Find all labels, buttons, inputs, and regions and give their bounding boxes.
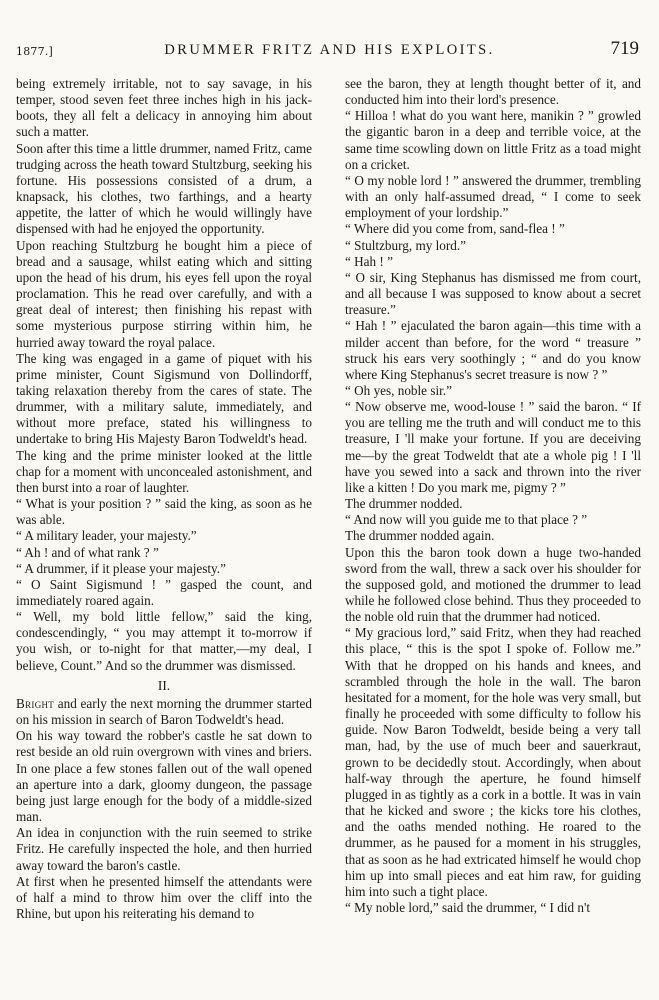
paragraph: Upon reaching Stultzburg he bought him a piece of bread and a sausage, whilst eating which and sitting upon the head of his drum, his eyes fell upon the royal proclamation. This he read over carefully, and with a great deal of interest; then finishing his repast with some mysterious purpose stirring within him, he hurried away toward the royal palace. — [16, 237, 312, 350]
left-column — [16, 76, 312, 1000]
paragraph: “ Hilloa ! what do you want here, manikin ? ” growled the gigantic baron in a deep and terrible voice, at the same time scowling down on little Fritz as a toad might on a cricket. — [345, 108, 641, 172]
paragraph: “ A drummer, if it please your majesty.” — [16, 560, 226, 576]
paragraph: “ Ah ! and of what rank ? ” — [16, 544, 159, 560]
paragraph: “ What is your position ? ” said the king, as soon as he was able. — [16, 496, 312, 528]
section-heading: II. — [157, 677, 171, 693]
section-opening-paragraph — [16, 696, 312, 728]
page-number: 719 — [610, 38, 639, 59]
paragraph: “ Stultzburg, my lord.” — [345, 237, 466, 253]
paragraph: The drummer nodded again. — [345, 528, 495, 544]
opening-text: and early the next morning the drummer started on his mission in search of Baron Todweldt's head. — [16, 695, 312, 728]
paragraph: “ O Saint Sigismund ! ” gasped the count, and immediately roared again. — [16, 576, 312, 608]
paragraph: “ Now observe me, wood-louse ! ” said the baron. “ If you are telling me the truth and will conduct me to this treasure, I 'll make your fortune. If you are deceiving me—by the great Todweldt that ate a whole pig ! I 'll have you sewed into a sack and thrown into the river like a kitten ! Do you mark me, pigmy ? ” — [345, 399, 641, 495]
paragraph: “ O my noble lord ! ” answered the drummer, trembling with an only half-assumed dread, “ I come to seek employment of your lordship.” — [345, 172, 641, 221]
paragraph: being extremely irritable, not to say savage, in his temper, stood seven feet three inches high in his jack-boots, they all felt a delicacy in annoying him about such a matter. — [16, 76, 312, 140]
paragraph: “ My gracious lord,” said Fritz, when they had reached this place, “ this is the spot I spoke of. Follow me.” With that he dropped on his hands and knees, and scrambled through the hole in the wall. The baron hesitated for a moment, for the hole was very small, but finally he proceeded with some difficulty to follow his guide. Now Baron Todweldt, beside being a very tall man, had, by the use of much beer and sauerkraut, grown to be decidedly stout. Accordingly, when about half-way through the aperture, he found himself plugged in as tightly as a cork in a bottle. It was in vain that he kicked and swore ; the kicks tore his clothes, and the oaths mended nothing. He roared to the drummer, as he paused for a moment in his struggles, that as soon as he had extricated himself he would chop him up into small pieces and eat him raw, for guiding him into such a tight place. — [345, 625, 641, 899]
header-title: DRUMMER FRITZ AND HIS EXPLOITS. — [164, 42, 495, 58]
paragraph: “ Hah ! ” — [345, 253, 393, 269]
paragraph: “ A military leader, your majesty.” — [16, 528, 197, 544]
paragraph: An idea in conjunction with the ruin seemed to strike Fritz. He carefully inspected the hole, and then hurried away toward the baron's castle. — [16, 825, 312, 873]
header-year: 1877.] — [16, 45, 53, 58]
paragraph: The king was engaged in a game of piquet with his prime minister, Count Sigismund von Dollindorff, taking relaxation thereby from the cares of state. The drummer, with a military salute, immediately, and without more preface, stated his willingness to undertake to bring His Majesty Baron Todweldt's head. — [16, 350, 312, 447]
paragraph: “ Where did you come from, sand-flea ! ” — [345, 221, 565, 237]
right-column — [345, 76, 641, 1000]
paragraph: At first when he presented himself the attendants were of half a mind to throw him over the cliff into the Rhine, but upon his reiterating his demand to — [16, 873, 312, 921]
paragraph: “ And now will you guide me to that place ? ” — [345, 512, 588, 528]
paragraph: “ O sir, King Stephanus has dismissed me from court, and all because I was supposed to know about a secret treasure.” — [345, 269, 641, 318]
paragraph: “ My noble lord,” said the drummer, “ I did n't — [345, 899, 591, 915]
drop-word: Bright — [16, 695, 55, 711]
running-head — [0, 40, 659, 64]
text-columns — [16, 76, 641, 1000]
paragraph: “ Oh yes, noble sir.” — [345, 382, 452, 398]
paragraph: The king and the prime minister looked at the little chap for a moment with unconcealed astonishment, and then burst into a roar of laughter. — [16, 447, 312, 495]
paragraph: On his way toward the robber's castle he sat down to rest beside an old ruin overgrown with vines and briers. In one place a few stones fallen out of the wall opened an aperture into a dark, gloomy dungeon, the passage being just large enough for the body of a middle-sized man. — [16, 728, 312, 825]
paragraph: see the baron, they at length thought better of it, and conducted him into their lord's presence. — [345, 76, 641, 108]
paragraph: Upon this the baron took down a huge two-handed sword from the wall, threw a sack over his shoulder for the supposed gold, and motioned the drummer to lead while he followed close behind. Thus they proceeded to the noble old ruin that the drummer had noticed. — [345, 544, 641, 625]
paragraph: “ Hah ! ” ejaculated the baron again—this time with a milder accent than before, for the word “ treasure ” struck his ears very soothingly ; “ and do you know where King Stephanus's secret treasure is now ? ” — [345, 318, 641, 382]
paragraph: The drummer nodded. — [345, 496, 463, 512]
paragraph: Soon after this time a little drummer, named Fritz, came trudging across the heath toward Stultzburg, seeking his fortune. His possessions consisted of a drum, a knapsack, his clothes, two farthings, and a hearty appetite, the latter of which he would willingly have dispensed with had he enjoyed the opportunity. — [16, 140, 312, 237]
paragraph: “ Well, my bold little fellow,” said the king, condescendingly, “ you may attempt it to-morrow if you wish, or to-night for that matter,—my deal, I believe, Count.” And so the drummer was dismissed. — [16, 609, 312, 673]
